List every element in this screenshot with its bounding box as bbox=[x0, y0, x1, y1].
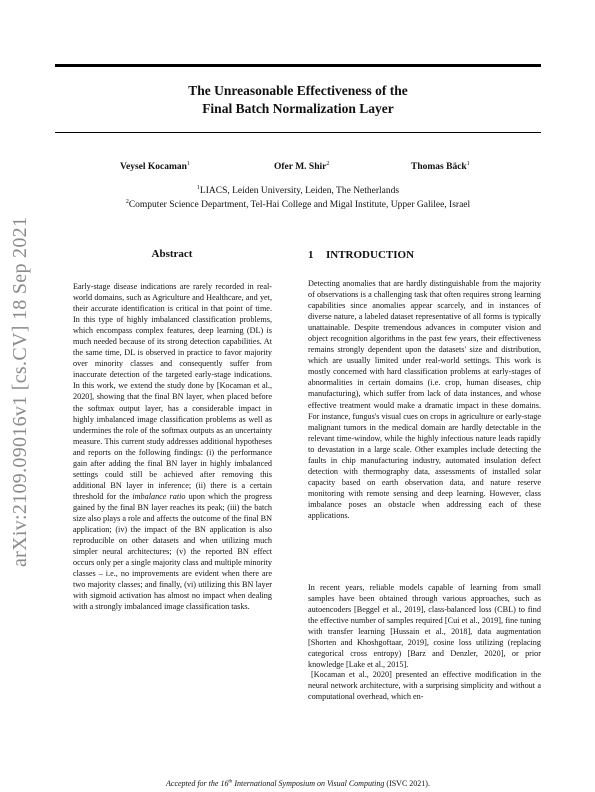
abstract-text-b: upon which the progress gained by the final BN layer reaches its peak; (iii) the batch size also plays a role and affects the outcome of the final BN application; (iv) the impact of the BN application is also reproducible on other datasets and when utilizing much simpler neural architectures; (v) the reported BN effect occurs only per a single majority class and multiple minority classes – i.e., no improvements are evident when there are two majority classes; and finally, (vi) utilizing this BN layer with sigmoid activation has almost no impact when dealing with a strongly imbalanced image classification tasks. bbox=[73, 491, 273, 612]
affiliation-1 bbox=[55, 185, 541, 196]
abstract-emphasis: imbalance ratio bbox=[132, 491, 186, 501]
author-1-sup: 1 bbox=[186, 161, 190, 167]
abstract-heading: Abstract bbox=[151, 248, 193, 260]
intro-paragraph-3: [Kocaman et al., 2020] presented an effective modification in the neural network architecture, with a surprising simplicity and without a computational overhead, which en- bbox=[308, 670, 541, 702]
abstract-text-a: Early-stage disease indications are rarely recorded in real-world domains, such as Agriculture and Healthcare, and yet, their accurate identification is critical in that point of time. In this type of highly imbalanced classification problems, which encompass complex features, deep learning (DL) is much needed because of its strong detection capabilities. At the same time, DL is observed in practice to favor majority over minority classes and consequently suffer from inaccurate detection of the targeted early-stage indications. In this work, we extend the study done by [Kocaman et al., 2020], showing that the final BN layer, when placed before the softmax output layer, has a considerable impact in highly imbalanced image classification problems as well as undermines the role of the softmax outputs as an uncertainty measure. This current study addresses additional hypotheses and reports on the following findings: (i) the performance gain after adding the final BN layer in highly imbalanced settings could still be achieved after removing this additional BN layer in inference; (ii) there is a certain threshold for the bbox=[73, 282, 272, 501]
author-2 bbox=[274, 161, 329, 172]
section-number: 1 bbox=[308, 249, 314, 261]
paper-title bbox=[55, 82, 541, 118]
intro-paragraph-1: Detecting anomalies that are hardly distinguishable from the majority of observations is a challenging task that often requires strong learning capabilities since anomalies appear scarcely, and in instances of diverse nature, a labeled dataset representative of all forms is typically unattainable. Despite tremendous advances in computer vision and object recognition algorithms in the past few years, their effectiveness remains strongly dependent upon the datasets' size and distribution, which are usually limited under real-world settings. This work is mostly concerned with hard classification problems at early-stages of abnormalities in certain domains (i.e. crop, human diseases, chip manufacturing), which suffer from lack of data instances, and whose effective treatment would make a dramatic impact in these domains. For instance, fungus's visual cues on crops in agriculture or early-stage malignant tumors in the medical domain are hardly detectable in the relevant time-window, while the highly infectious nature leads rapidly to devastation in a large scale. Other examples include detecting the faults in chip manufacturing industry, automated insulation defect detection with thermography data, assessments of installed solar capacity based on earth observation data, and nature reserve monitoring with remote sensing and deep learning. However, class imbalance poses an obstacle when addressing each of these applications. bbox=[308, 279, 541, 520]
affiliation-2-text: Computer Science Department, Tel-Hai College and Migal Institute, Upper Galilee, Israel bbox=[128, 200, 471, 211]
author-2-name: Ofer M. Shir bbox=[274, 162, 327, 173]
arxiv-stamp-text: arXiv:2109.09016v1 [cs.CV] 18 Sep 2021 bbox=[9, 216, 31, 567]
title-line-2: Final Batch Normalization Layer bbox=[202, 101, 394, 116]
affiliation-1-text: LIACS, Leiden University, Leiden, The Netherlands bbox=[199, 186, 400, 197]
footer-prefix: Accepted for the 16 bbox=[166, 779, 229, 788]
section-title: INTRODUCTION bbox=[326, 249, 415, 261]
author-3 bbox=[411, 161, 470, 172]
footer-suffix: (ISVC 2021). bbox=[384, 779, 430, 788]
author-3-name: Thomas Bäck bbox=[411, 162, 467, 173]
title-top-rule bbox=[55, 64, 541, 67]
abstract-body bbox=[73, 281, 272, 612]
footer-sup: th bbox=[228, 779, 233, 785]
intro-paragraph-2: In recent years, reliable models capable of learning from small samples have been obtained through various approaches, such as autoencoders [Beggel et al., 2019], class-balanced loss (CBL) to find the effective number of samples required [Cui et al., 2019], fine tuning with transfer learning [Hussain et al., 2018], data augmentation [Shorten and Khoshgoftaar, 2019], cosine loss utilizing (replacing categorical cross entropy) [Barz and Denzler, 2020], or prior knowledge [Lake et al., 2015]. bbox=[308, 583, 541, 670]
footer-note bbox=[55, 779, 541, 788]
title-line-1: The Unreasonable Effectiveness of the bbox=[188, 83, 408, 98]
footer-venue: International Symposium on Visual Computing bbox=[232, 779, 385, 788]
author-3-sup: 1 bbox=[466, 161, 470, 167]
author-2-sup: 2 bbox=[326, 161, 330, 167]
author-1 bbox=[120, 161, 190, 172]
affiliation-1-sup: 1 bbox=[196, 185, 200, 191]
author-1-name: Veysel Kocaman bbox=[120, 162, 187, 173]
title-bottom-rule bbox=[55, 132, 541, 133]
affiliation-2 bbox=[55, 199, 541, 210]
arxiv-stamp bbox=[2, 0, 42, 792]
section-heading bbox=[308, 249, 414, 261]
affiliation-2-sup: 2 bbox=[125, 199, 129, 205]
